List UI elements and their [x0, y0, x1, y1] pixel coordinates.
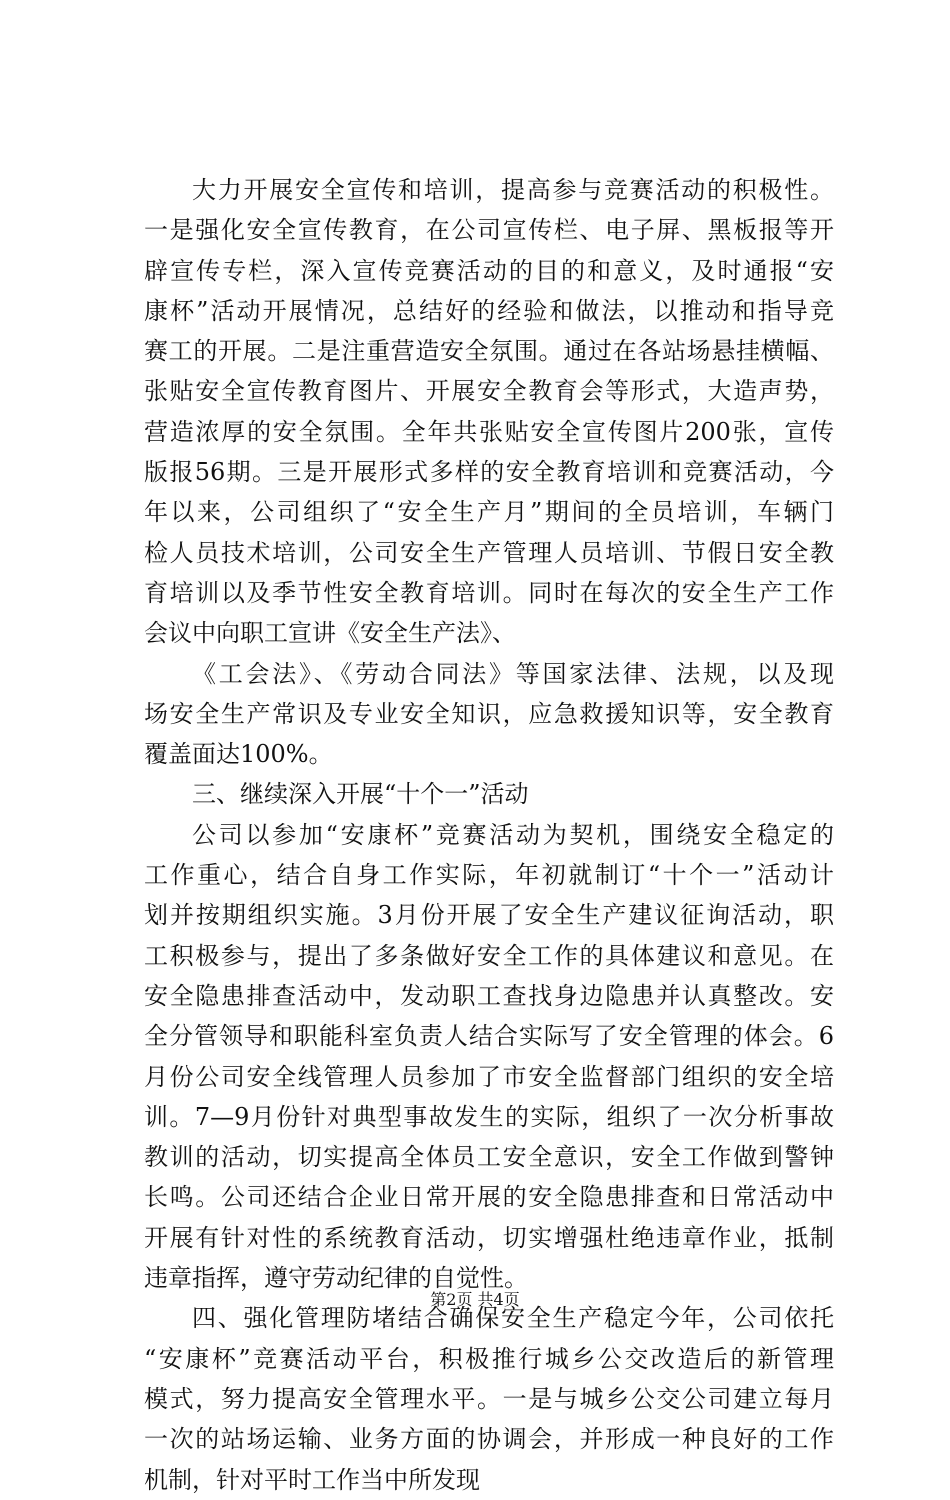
paragraph-line: 场安全生产常识及专业安全知识，应急救援知识等，安全教育	[144, 699, 834, 728]
paragraph-line: 年以来，公司组织了“安全生产月”期间的全员培训，车辆门	[144, 498, 834, 527]
paragraph-line: 训。7—9月份针对典型事故发生的实际，组织了一次分析事故	[144, 1102, 834, 1131]
paragraph-line: 版报56期。三是开展形式多样的安全教育培训和竞赛活动，今	[144, 458, 834, 487]
paragraph-line: 长鸣。公司还结合企业日常开展的安全隐患排查和日常活动中	[144, 1183, 834, 1212]
paragraph-line: 教训的活动，切实提高全体员工安全意识，安全工作做到警钟	[144, 1143, 834, 1172]
paragraph-line: 划并按期组织实施。3月份开展了安全生产建议征询活动，职	[144, 901, 834, 930]
paragraph-line: 公司以参加“安康杯”竞赛活动为契机，围绕安全稳定的	[192, 820, 834, 849]
paragraph-line: 开展有针对性的系统教育活动，切实增强杜绝违章作业，抵制	[144, 1223, 834, 1252]
paragraph-line: 月份公司安全线管理人员参加了市安全监督部门组织的安全培	[144, 1062, 834, 1091]
paragraph-line: 《工会法》、《劳动合同法》等国家法律、法规，以及现	[192, 659, 834, 688]
paragraph-line: 赛工的开展。二是注重营造安全氛围。通过在各站场悬挂横幅、	[144, 337, 834, 366]
paragraph-line: “安康杯”竞赛活动平台，积极推行城乡公交改造后的新管理	[144, 1344, 834, 1373]
paragraph-line: 检人员技术培训，公司安全生产管理人员培训、节假日安全教	[144, 538, 834, 567]
paragraph-line: 覆盖面达100%。	[144, 740, 333, 769]
paragraph-line: 工作重心，结合自身工作实际，年初就制订“十个一”活动计	[144, 861, 834, 890]
section-heading: 三、继续深入开展“十个一”活动	[192, 780, 529, 809]
paragraph-line: 育培训以及季节性安全教育培训。同时在每次的安全生产工作	[144, 578, 834, 607]
paragraph-line: 机制，针对平时工作当中所发现	[144, 1465, 480, 1494]
paragraph-line: 一次的站场运输、业务方面的协调会，并形成一种良好的工作	[144, 1425, 834, 1454]
paragraph-line: 模式，努力提高安全管理水平。一是与城乡公交公司建立每月	[144, 1384, 834, 1413]
paragraph-line: 张贴安全宣传教育图片、开展安全教育会等形式，大造声势，	[144, 377, 834, 406]
paragraph-line: 违章指挥，遵守劳动纪律的自觉性。	[144, 1264, 528, 1293]
paragraph-line: 会议中向职工宣讲《安全生产法》、	[144, 619, 516, 648]
paragraph-line: 营造浓厚的安全氛围。全年共张贴安全宣传图片200张，宣传	[144, 417, 834, 446]
section-heading: 四、强化管理防堵结合确保安全生产稳定今年，公司依托	[192, 1304, 834, 1333]
paragraph-line: 大力开展安全宣传和培训，提高参与竞赛活动的积极性。	[192, 176, 834, 204]
paragraph-line: 安全隐患排查活动中，发动职工查找身边隐患并认真整改。安	[144, 981, 834, 1010]
page-footer: 第2页 共4页	[430, 1290, 520, 1309]
paragraph-line: 一是强化安全宣传教育，在公司宣传栏、电子屏、黑板报等开	[144, 216, 834, 245]
paragraph-line: 康杯”活动开展情况，总结好的经验和做法，以推动和指导竞	[144, 296, 834, 325]
paragraph-line: 全分管领导和职能科室负责人结合实际写了安全管理的体会。6	[144, 1022, 834, 1051]
paragraph-line: 辟宣传专栏，深入宣传竞赛活动的目的和意义，及时通报“安	[144, 256, 834, 285]
paragraph-line: 工积极参与，提出了多条做好安全工作的具体建议和意见。在	[144, 941, 834, 970]
